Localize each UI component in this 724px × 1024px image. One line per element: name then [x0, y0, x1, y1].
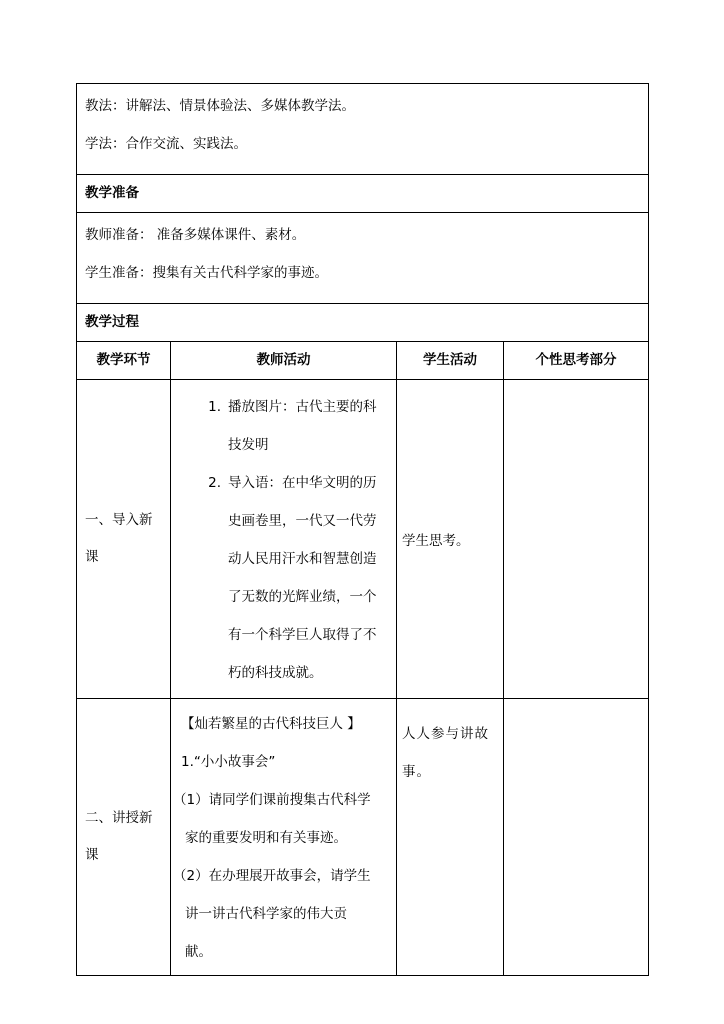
stage-1-student-activity: 学生思考。 — [397, 380, 504, 699]
stage-row-2 — [77, 699, 649, 976]
stage-2-thinking — [504, 699, 649, 976]
prep-title: 教学准备 — [85, 185, 139, 201]
stage-2-name: 二、讲授新 课 — [77, 699, 171, 976]
process-title-row — [77, 304, 649, 342]
student-prep: 学生准备：搜集有关古代科学家的事迹。 — [85, 265, 328, 281]
header-student-activity: 学生活动 — [423, 352, 477, 368]
process-header-row — [77, 342, 649, 380]
stage-1-name: 一、导入新 课 — [77, 380, 171, 699]
stage-1-thinking — [504, 380, 649, 699]
stage-2-teacher-activity: 【灿若繁星的古代科技巨人 】 1.“小小故事会” （1）请同学们课前搜集古代科学 家的重要发明和有关事迹。 （2）在办理展开故事会，请学生 讲一讲古代科学家的伟大贡 献。 — [171, 699, 397, 976]
prep-title-row — [77, 175, 649, 213]
lesson-plan-document — [76, 83, 648, 976]
header-teacher-activity: 教师活动 — [256, 352, 311, 368]
list-item: 2. 导入语：在中华文明的历 史画卷里，一代又一代劳 动人民用汗水和智慧创造 了无数的光辉业绩，一个 有一个科学巨人取得了不 朽的科技成就。 — [208, 475, 377, 681]
header-personal-thinking: 个性思考部分 — [535, 352, 617, 368]
header-stage: 教学环节 — [96, 352, 151, 368]
stage-row-1 — [77, 380, 649, 699]
teacher-prep: 教师准备： 准备多媒体课件、素材。 — [85, 227, 306, 243]
lesson-plan-table — [76, 83, 649, 976]
teaching-methods: 教法：讲解法、情景体验法、多媒体教学法。 — [85, 98, 355, 114]
list-item: 1. 播放图片：古代主要的科 技发明 — [208, 399, 377, 453]
learning-methods: 学法：合作交流、实践法。 — [85, 136, 247, 152]
process-title: 教学过程 — [85, 314, 139, 330]
methods-row — [77, 84, 649, 175]
stage-2-student-activity: 人人参与讲故事。 — [397, 699, 504, 976]
prep-row — [77, 213, 649, 304]
stage-1-teacher-activity — [171, 380, 397, 699]
